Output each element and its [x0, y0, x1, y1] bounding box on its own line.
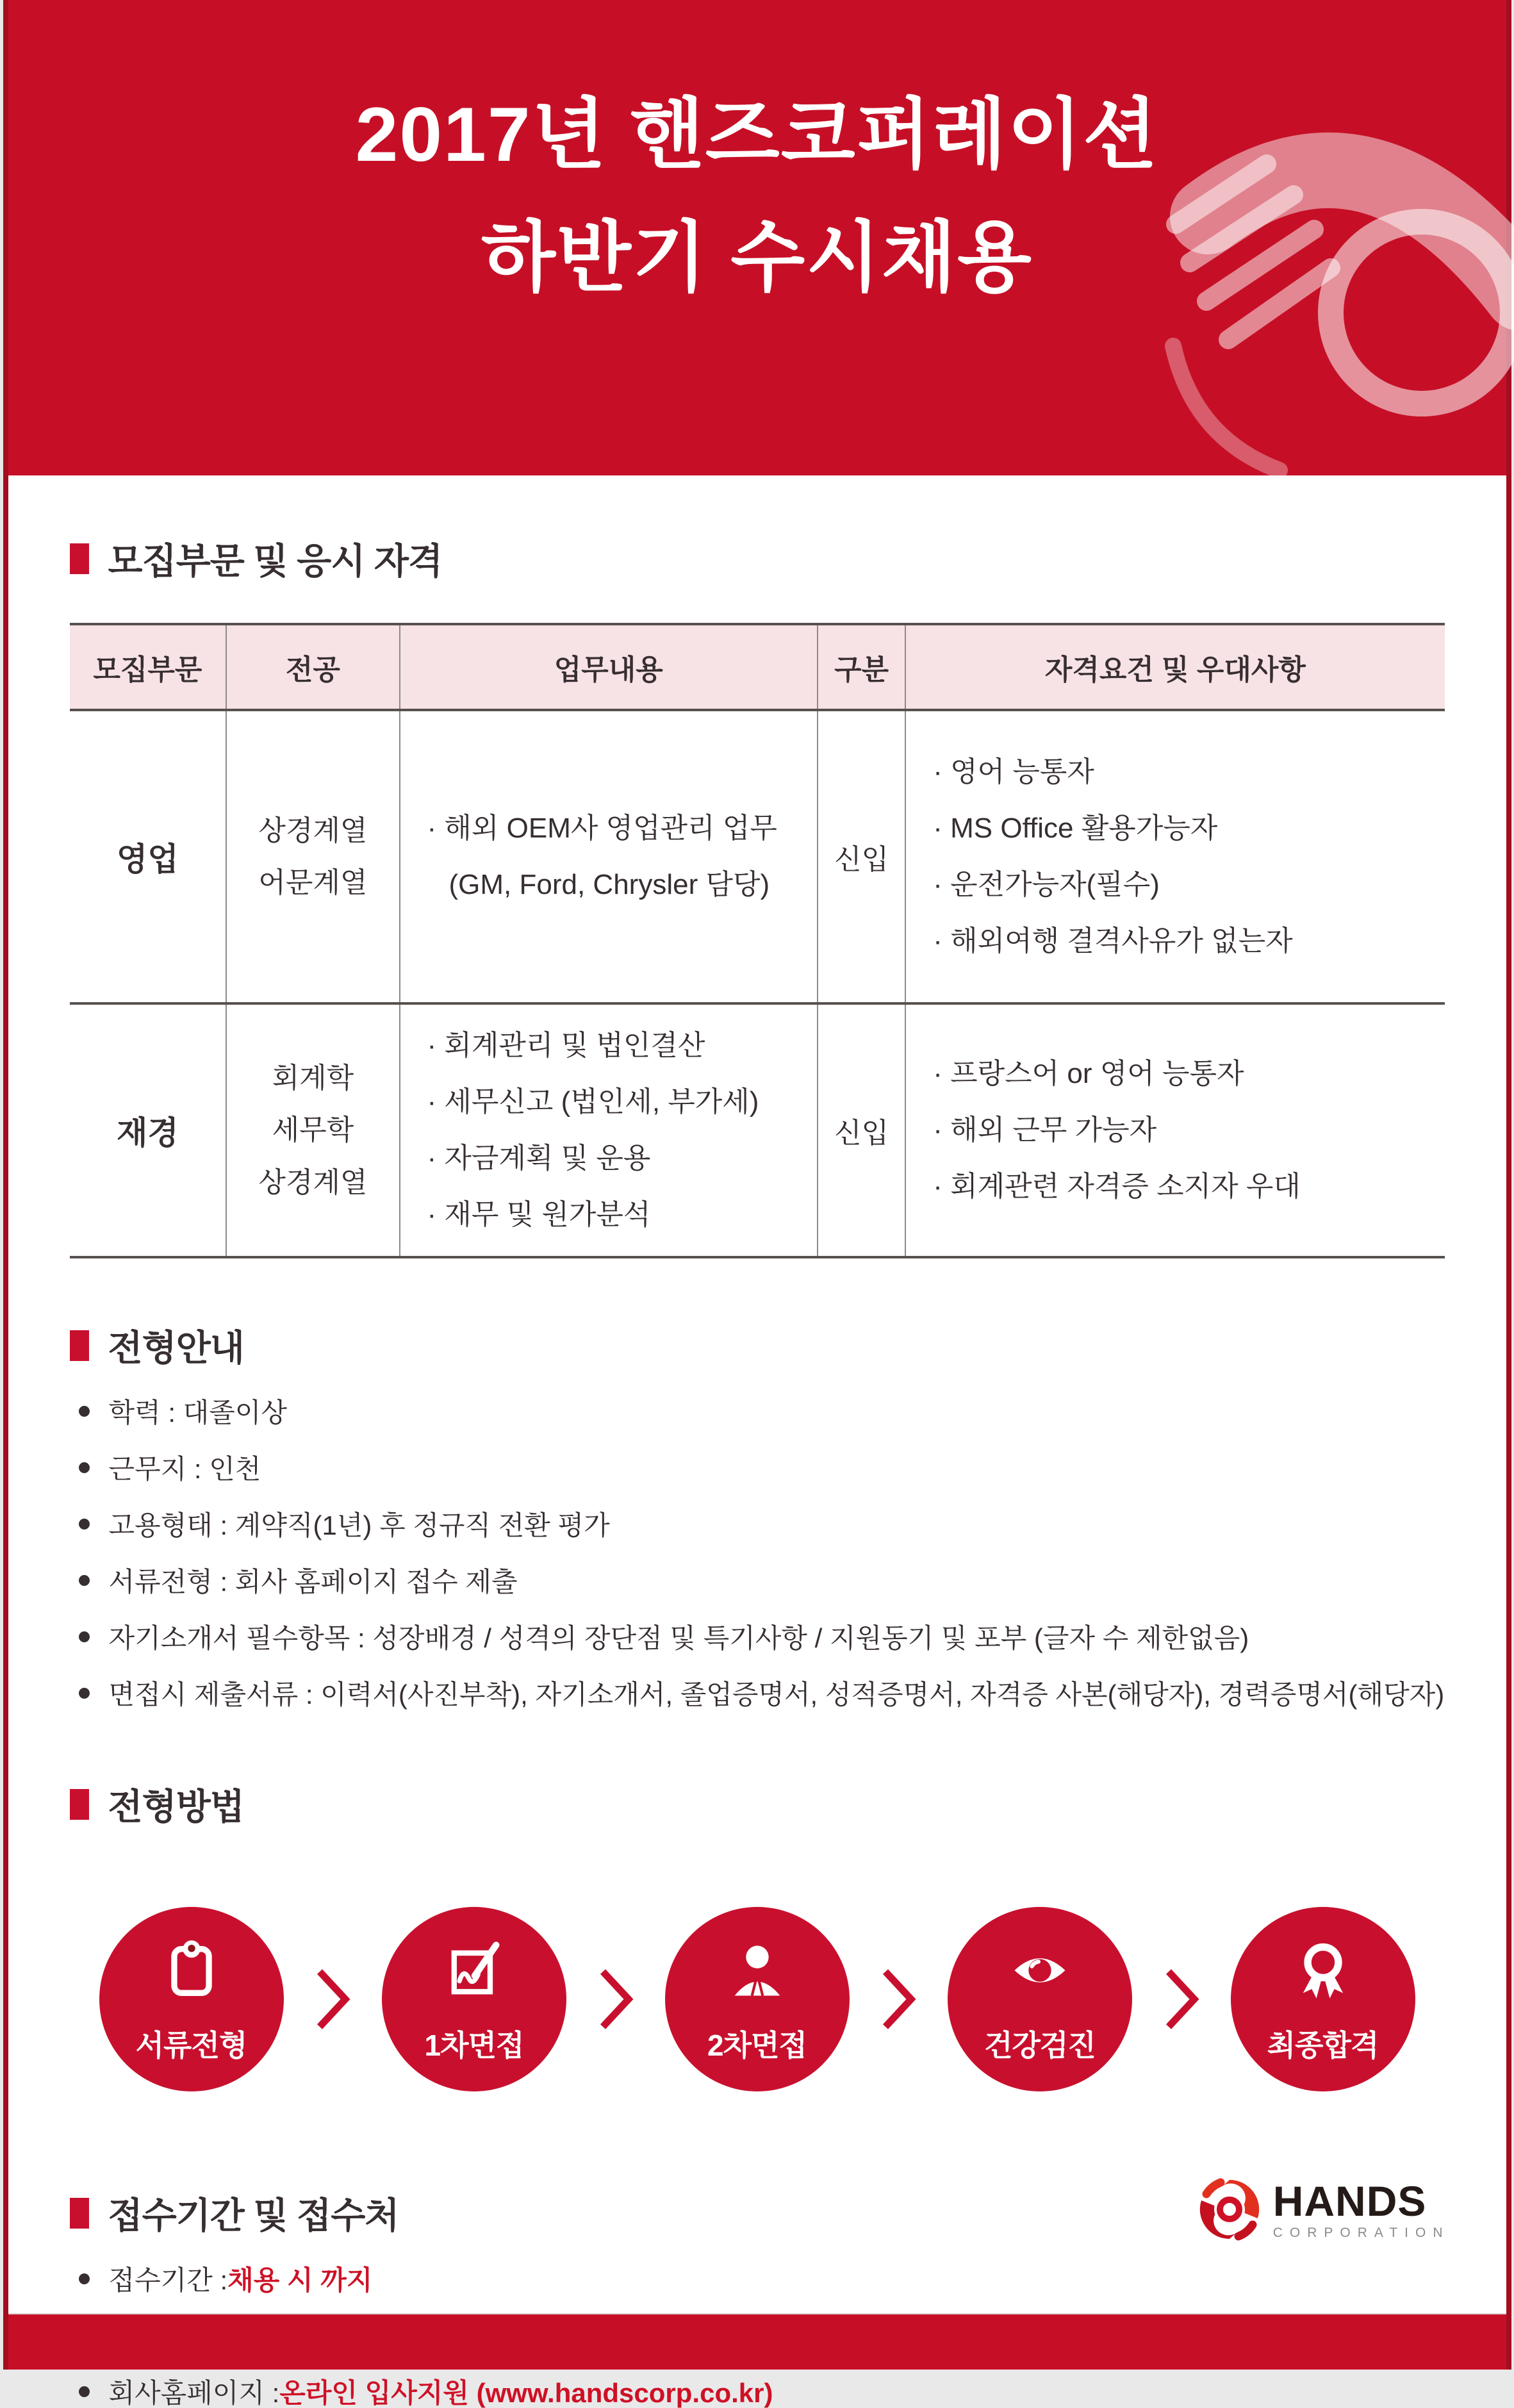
company-logo: [1197, 2177, 1450, 2241]
col-header-duties: 업무내용: [400, 624, 818, 710]
cell-duties: · 해외 OEM사 영업관리 업무 (GM, Ford, Chrysler 담당): [400, 710, 818, 1003]
logo-subtext: CORPORATION: [1273, 2226, 1450, 2239]
logo-wordmark: [1273, 2180, 1450, 2239]
bullet-dot-icon: [79, 1575, 90, 1586]
red-square-bullet-icon: [70, 543, 89, 574]
cell-type: 신입: [818, 1003, 905, 1257]
list-item: 학력 : 대졸이상: [79, 1399, 1445, 1426]
footer-red-bar: [8, 2313, 1506, 2370]
cell-major: 회계학 세무학 상경계열: [226, 1003, 399, 1257]
list-item: 고용형태 : 계약직(1년) 후 정규직 전환 평가: [79, 1512, 1445, 1539]
bullet-dot-icon: [79, 2273, 90, 2284]
table-header-row: [70, 624, 1445, 710]
cell-type: 신입: [818, 710, 905, 1003]
guide-list: [79, 1399, 1445, 1708]
red-square-bullet-icon: [70, 1330, 89, 1361]
bullet-dot-icon: [79, 1631, 90, 1642]
apply-deadline-highlight: 채용 시 까지: [227, 2267, 372, 2294]
section-title-recruit: [70, 533, 1445, 584]
list-item: 근무지 : 인천: [79, 1456, 1445, 1483]
col-header-major: 전공: [226, 624, 399, 710]
step-final-pass: [1231, 1907, 1415, 2091]
step-label: 서류전형: [136, 2022, 247, 2065]
title-line-2: 하반기 수시채용: [8, 219, 1506, 296]
list-item: 자기소개서 필수항목 : 성장배경 / 성격의 장단점 및 특기사항 / 지원동기 및 포부 (글자 수 제한없음): [79, 1625, 1445, 1652]
section-title-recruit-label: 모집부문 및 응시 자격: [108, 533, 443, 584]
list-item: 회사홈페이지 : 온라인 입사지원 (www.handscorp.co.kr): [79, 2380, 1445, 2407]
step-health-check: [948, 1907, 1132, 2091]
cell-duties: · 회계관리 및 법인결산 · 세무신고 (법인세, 부가세) · 자금계획 및 운용 · 재무 및 원가분석: [400, 1003, 818, 1257]
chevron-right-icon: [595, 1964, 636, 2034]
red-square-bullet-icon: [70, 1789, 89, 1820]
col-header-quals: 자격요건 및 우대사항: [905, 624, 1444, 710]
medal-icon: [1290, 1935, 1356, 2006]
cell-quals: · 영어 능통자 · MS Office 활용가능자 · 운전가능자(필수) · 해외여행 결격사유가 없는자: [905, 710, 1444, 1003]
title-line-1: 2017년 핸즈코퍼레이션: [8, 96, 1506, 173]
red-square-bullet-icon: [70, 2198, 89, 2229]
step-label: 건강검진: [984, 2022, 1096, 2065]
step-label: 1차면접: [425, 2022, 524, 2065]
bullet-dot-icon: [79, 1406, 90, 1417]
section-title-method: [70, 1779, 1445, 1830]
chevron-right-icon: [878, 1964, 919, 2034]
chevron-right-icon: [1161, 1964, 1202, 2034]
bullet-dot-icon: [79, 1519, 90, 1530]
logo-text: HANDS: [1273, 2180, 1450, 2222]
pen-check-icon: [441, 1935, 507, 2006]
step-label: 2차면접: [707, 2022, 807, 2065]
section-title-apply-label: 접수기간 및 접수처: [108, 2188, 399, 2239]
col-header-part: 모집부문: [70, 624, 227, 710]
cell-major: 상경계열 어문계열: [226, 710, 399, 1003]
hands-logo-icon: [1197, 2177, 1262, 2241]
bullet-dot-icon: [79, 1462, 90, 1473]
recruit-table: [70, 623, 1445, 1258]
list-item: 면접시 제출서류 : 이력서(사진부착), 자기소개서, 졸업증명서, 성적증명서, 자격증 사본(해당자), 경력증명서(해당자): [79, 1681, 1445, 1708]
step-second-interview: [665, 1907, 850, 2091]
process-steps: [70, 1907, 1445, 2091]
header-banner: [8, 0, 1506, 475]
page-title: [8, 0, 1506, 296]
poster-body: [8, 533, 1506, 2407]
bullet-dot-icon: [79, 2386, 90, 2397]
cell-part: 재경: [70, 1003, 227, 1257]
section-title-method-label: 전형방법: [108, 1779, 244, 1830]
section-title-guide-label: 전형안내: [108, 1320, 244, 1371]
person-icon: [724, 1935, 791, 2006]
cell-quals: · 프랑스어 or 영어 능통자 · 해외 근무 가능자 · 회계관련 자격증 소지자 우대: [905, 1003, 1444, 1257]
step-document-screening: [99, 1907, 284, 2091]
recruitment-poster: [3, 0, 1511, 2370]
step-label: 최종합격: [1267, 2022, 1379, 2065]
bullet-dot-icon: [79, 1688, 90, 1699]
col-header-type: 구분: [818, 624, 905, 710]
apply-website-link[interactable]: 온라인 입사지원 (www.handscorp.co.kr): [279, 2380, 773, 2407]
list-item: 접수기간 : 채용 시 까지: [79, 2267, 1445, 2294]
list-item: 서류전형 : 회사 홈페이지 접수 제출: [79, 1569, 1445, 1596]
table-row: [70, 1003, 1445, 1257]
eye-icon: [1007, 1935, 1073, 2006]
cell-part: 영업: [70, 710, 227, 1003]
clipboard-icon: [158, 1935, 225, 2006]
step-first-interview: [382, 1907, 566, 2091]
section-title-guide: [70, 1320, 1445, 1371]
chevron-right-icon: [312, 1964, 353, 2034]
table-row: [70, 710, 1445, 1003]
